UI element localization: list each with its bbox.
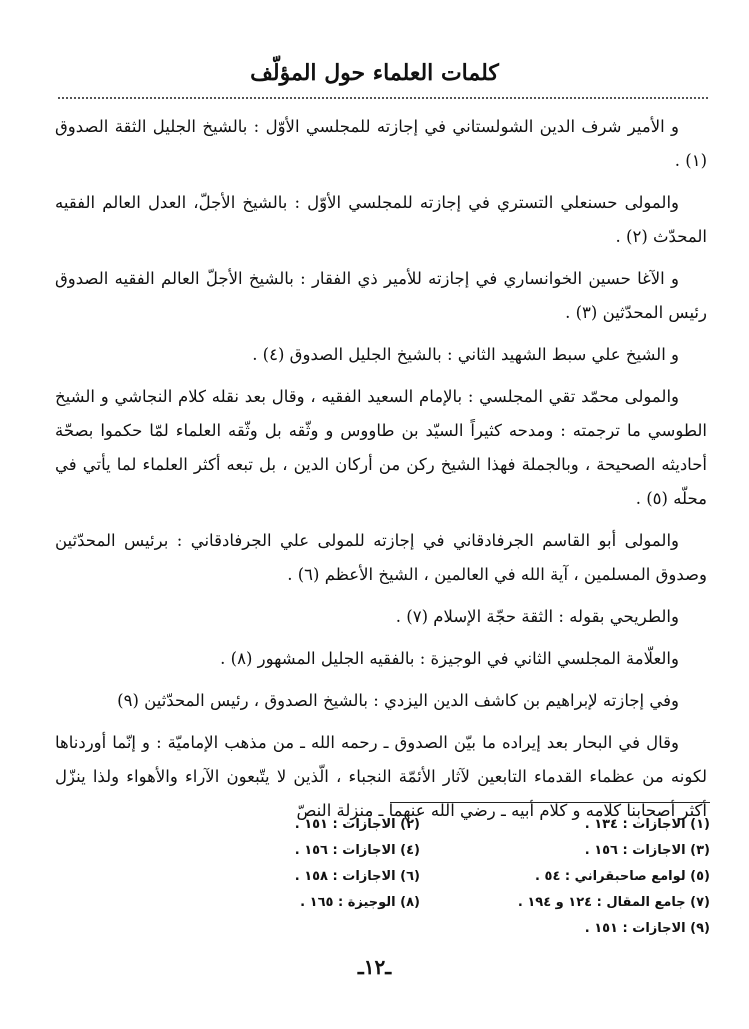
footnote: (٨) الوجيزة : ١٦٥ .	[300, 895, 420, 910]
paragraph: والطريحي بقوله : الثقة حجّة الإسلام (٧) .	[395, 607, 679, 626]
footnotes	[170, 812, 710, 942]
footnote: (٦) الاجازات : ١٥٨ .	[294, 869, 420, 884]
paragraph: و الشيخ علي سبط الشهيد الثاني : بالشيخ الجليل الصدوق (٤) .	[252, 345, 679, 364]
running-header: كلمات العلماء حول المؤلّف	[250, 60, 499, 86]
footnote: (٤) الاجازات : ١٥٦ .	[294, 843, 420, 858]
footnote: (١) الاجازات : ١٣٤ .	[584, 817, 710, 832]
footnote: (٥) لوامع صاحبقراني : ٥٤ .	[535, 869, 710, 884]
footnote: (٩) الاجازات : ١٥١ .	[584, 921, 710, 936]
paragraph: وفي إجازته لإبراهيم بن كاشف الدين اليزدي : بالشيخ الصدوق ، رئيس المحدّثين (٩)	[117, 691, 679, 710]
paragraph: وقال في البحار بعد إيراده ما بيّن الصدوق ـ رحمه الله ـ من مذهب الإماميّة : و إنّما أوردناها لكونه من عظماء القدماء التابعين لآثار الأئمّة النجباء ، الّذين لا يتّبعون الآراء والأهواء ولذا ينزّل أكثر أصحابنا كلامه و كلام أبيه ـ رضي الله عنهما ـ منزلة النصّ	[55, 733, 707, 820]
paragraph: والمولى حسنعلي التستري في إجازته للمجلسي الأوّل : بالشيخ الأجلّ، العدل العالم الفقيه المحدّث (٢) .	[55, 193, 707, 246]
page-number: ـ١٢ـ	[357, 955, 392, 979]
footnote: (٧) جامع المقال : ١٢٤ و ١٩٤ .	[517, 895, 710, 910]
footnote-separator	[390, 802, 710, 803]
body-text	[55, 110, 707, 836]
paragraph: والمولى محمّد تقي المجلسي : بالإمام السعيد الفقيه ، وقال بعد نقله كلام النجاشي و الشيخ الطوسي ما ترجمته : ومدحه كثيراً السيّد بن طاووس و وثّقه بل وثّقه العلماء لمّا حكموا بصحّة أحاديثه الصحيحة ، وبالجملة فهذا الشيخ ركن من أركان الدين ، بل تبعه أكثر العلماء لما يأتي في محلّه (٥) .	[55, 387, 707, 508]
footnote: (٣) الاجازات : ١٥٦ .	[584, 843, 710, 858]
paragraph: و الآغا حسين الخوانساري في إجازته للأمير ذي الفقار : بالشيخ الأجلّ العالم الفقيه الصدوق رئيس المحدّثين (٣) .	[55, 269, 707, 322]
footnote: (٢) الاجازات : ١٥١ .	[294, 817, 420, 832]
paragraph: و الأمير شرف الدين الشولستاني في إجازته للمجلسي الأوّل : بالشيخ الجليل الثقة الصدوق (١) .	[55, 117, 707, 170]
paragraph: والمولى أبو القاسم الجرفادقاني في إجازته للمولى علي الجرفادقاني : برئيس المحدّثين وصدوق المسلمين ، آية الله في العالمين ، الشيخ الأعظم (٦) .	[55, 531, 707, 584]
header-dotted-rule	[58, 97, 708, 99]
paragraph: والعلّامة المجلسي الثاني في الوجيزة : بالفقيه الجليل المشهور (٨) .	[220, 649, 679, 668]
